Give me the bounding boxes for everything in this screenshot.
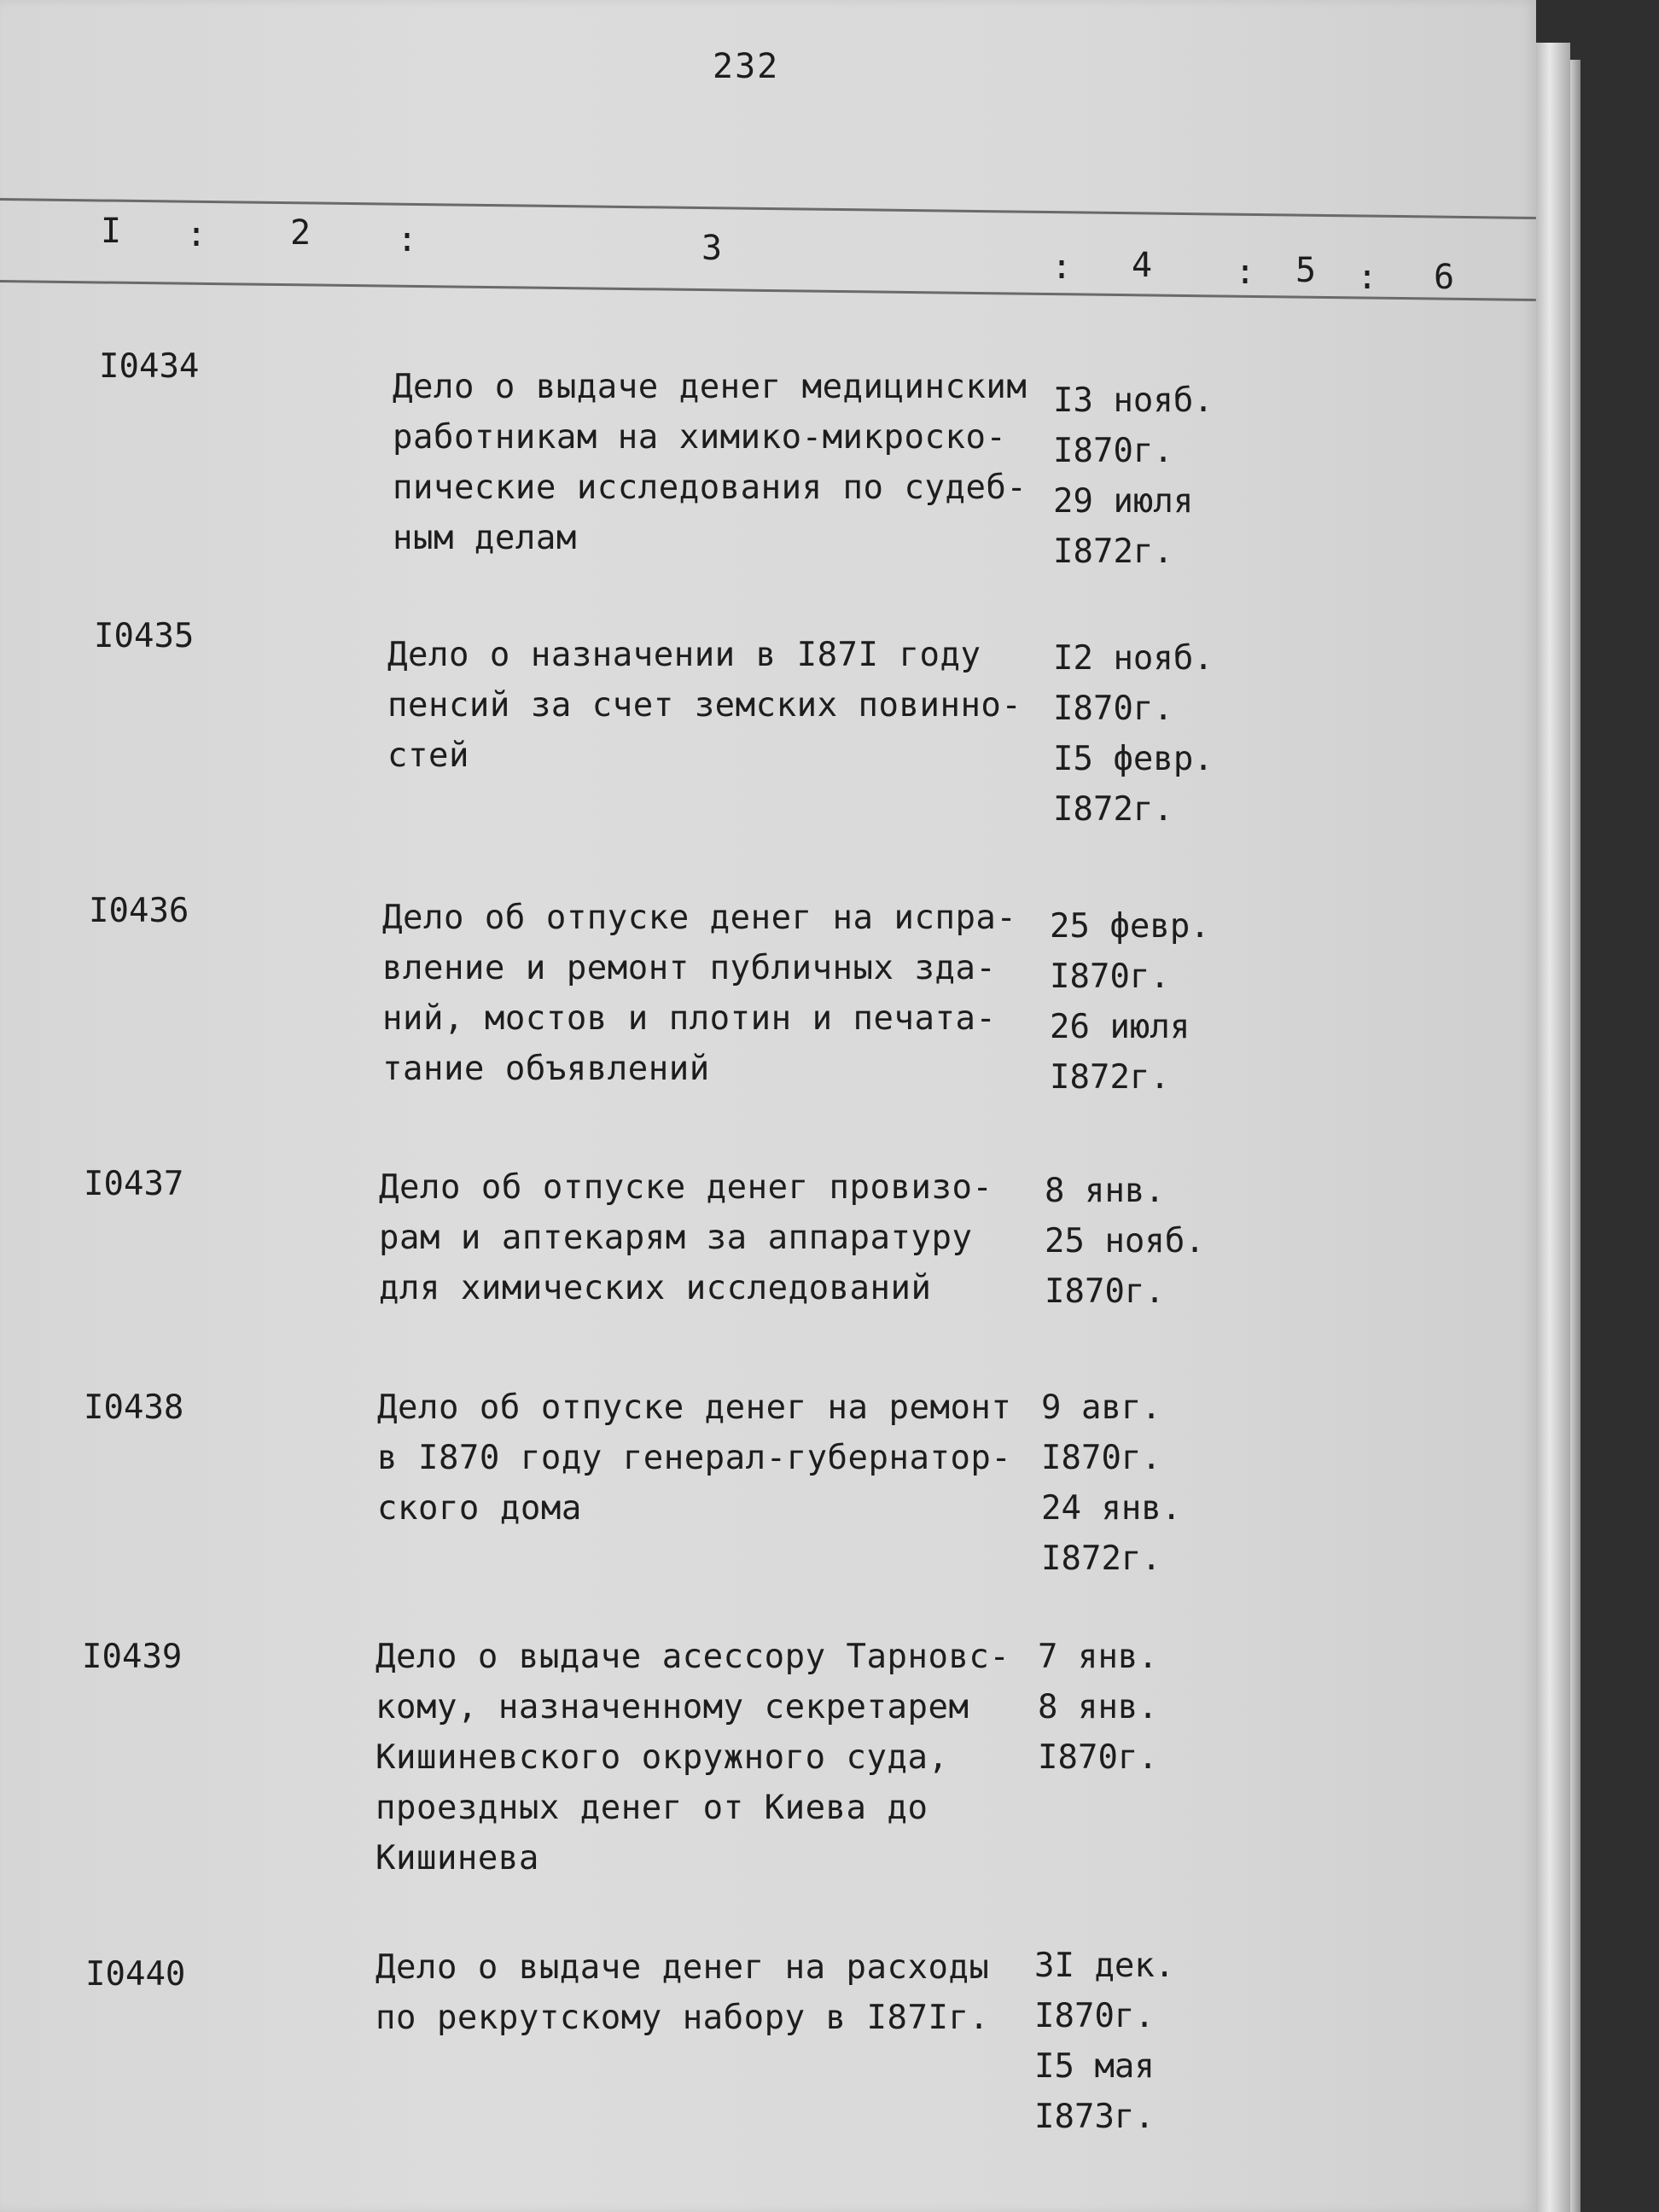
column-header-3: 3 — [701, 229, 723, 268]
entry-code: I0434 — [99, 347, 200, 386]
entry-title-line: для химических исследований — [379, 1269, 932, 1307]
entry-date-line: I5 февр. — [1053, 740, 1214, 778]
entry-title-line: Дело об отпуске денег на испра- — [382, 899, 1017, 937]
entry-date-line: I2 нояб. — [1053, 639, 1214, 678]
entry-date-line: 29 июля — [1053, 482, 1194, 521]
entry-title-line: ным делам — [393, 519, 577, 557]
entry-title-line: ний, мостов и плотин и печата- — [382, 999, 997, 1038]
entry-dates — [1041, 1382, 1181, 1584]
entry-title-line: пические исследования по судеб- — [393, 469, 1027, 507]
entry-date-line: I870г. — [1034, 1997, 1155, 2035]
entry-title-line: Дело об отпуске денег провизо- — [379, 1168, 993, 1207]
entry-date-line: 7 янв. — [1038, 1638, 1158, 1676]
entry-code: I0436 — [89, 892, 189, 930]
entry-title — [377, 1382, 1011, 1534]
column-header-2: 2 — [290, 213, 311, 253]
entry-title-line: Кишинева — [375, 1839, 539, 1877]
entry-title-line: работникам на химико-микроско- — [393, 418, 1007, 457]
entry-date-line: I3 нояб. — [1053, 381, 1214, 420]
entry-date-line: I870г. — [1053, 690, 1173, 728]
entry-date-line: I870г. — [1050, 958, 1170, 996]
entry-title-line: ского дома — [377, 1489, 582, 1528]
entry-dates — [1034, 1941, 1174, 2142]
entry-title — [393, 362, 1027, 563]
entry-date-line: 8 янв. — [1045, 1172, 1165, 1210]
column-header-1: I — [101, 212, 122, 251]
entry-date-line: 9 авг. — [1041, 1388, 1161, 1427]
entry-date-line: I870г. — [1053, 432, 1173, 470]
entry-date-line: I870г. — [1045, 1272, 1165, 1311]
entry-title-line: пенсий за счет земских повинно- — [387, 686, 1022, 725]
entry-title — [375, 1632, 1010, 1883]
entry-date-line: I872г. — [1050, 1058, 1170, 1097]
entry-date-line: I5 мая — [1034, 2047, 1155, 2086]
entry-title-line: тание объявлений — [382, 1050, 710, 1088]
page-number: 232 — [713, 47, 780, 86]
entry-title-line: в I870 году генерал-губернатор- — [377, 1439, 1012, 1477]
entry-title-line: Дело об отпуске денег на ремонт — [377, 1388, 1012, 1427]
entry-code: I0440 — [85, 1955, 186, 1994]
entry-title-line: кому, назначенному секретарем — [375, 1688, 969, 1726]
entry-date-line: 24 янв. — [1041, 1489, 1182, 1528]
entry-title-line: Дело о выдаче денег на расходы — [375, 1948, 990, 1987]
entry-title — [387, 630, 1022, 781]
entry-title — [375, 1942, 989, 2043]
entry-title-line: вление и ремонт публичных зда- — [382, 949, 997, 987]
entry-code: I0438 — [84, 1388, 184, 1427]
entry-dates — [1050, 901, 1210, 1103]
entry-date-line: 25 нояб. — [1045, 1222, 1205, 1260]
column-separator: : — [397, 220, 418, 259]
entry-title-line: Дело о назначении в I87I году — [387, 636, 981, 674]
entry-title — [379, 1162, 992, 1313]
entry-dates — [1053, 375, 1214, 577]
entry-date-line: I872г. — [1053, 790, 1173, 829]
entry-dates — [1053, 633, 1214, 835]
column-separator: : — [1051, 247, 1073, 287]
header-rule-top — [0, 198, 1536, 219]
entry-title-line: Дело о выдаче денег медицинским — [393, 368, 1027, 406]
entry-date-line: I872г. — [1041, 1540, 1161, 1578]
entry-title-line: рам и аптекарям за аппаратуру — [379, 1219, 973, 1257]
entry-date-line: I870г. — [1038, 1738, 1158, 1777]
column-header-5: 5 — [1295, 251, 1317, 290]
column-header-6: 6 — [1434, 258, 1455, 297]
entry-title-line: Дело о выдаче асессору Тарновс- — [375, 1638, 1010, 1676]
entry-dates — [1038, 1632, 1158, 1783]
column-separator: : — [1235, 253, 1256, 292]
page-stack-edge — [1536, 43, 1570, 2212]
entry-date-line: 3I дек. — [1034, 1947, 1175, 1985]
entry-title-line: стей — [387, 736, 469, 775]
column-header-4: 4 — [1132, 246, 1153, 285]
entry-title — [382, 893, 1016, 1094]
entry-code: I0435 — [94, 617, 195, 655]
entry-date-line: I870г. — [1041, 1439, 1161, 1477]
entry-date-line: I872г. — [1053, 533, 1173, 571]
column-separator: : — [1357, 258, 1378, 297]
entry-code: I0439 — [82, 1638, 183, 1676]
book-spine-edge — [1570, 60, 1580, 2212]
entry-date-line: I873г. — [1034, 2098, 1155, 2136]
entry-code: I0437 — [84, 1165, 184, 1203]
column-separator: : — [186, 215, 207, 254]
entry-date-line: 25 февр. — [1050, 907, 1210, 946]
entry-dates — [1045, 1166, 1205, 1317]
entry-title-line: Кишиневского окружного суда, — [375, 1738, 949, 1777]
entry-date-line: 8 янв. — [1038, 1688, 1158, 1726]
entry-title-line: проездных денег от Киева до — [375, 1789, 928, 1827]
entry-title-line: по рекрутскому набору в I87Iг. — [375, 1999, 990, 2037]
entry-date-line: 26 июля — [1050, 1008, 1190, 1046]
